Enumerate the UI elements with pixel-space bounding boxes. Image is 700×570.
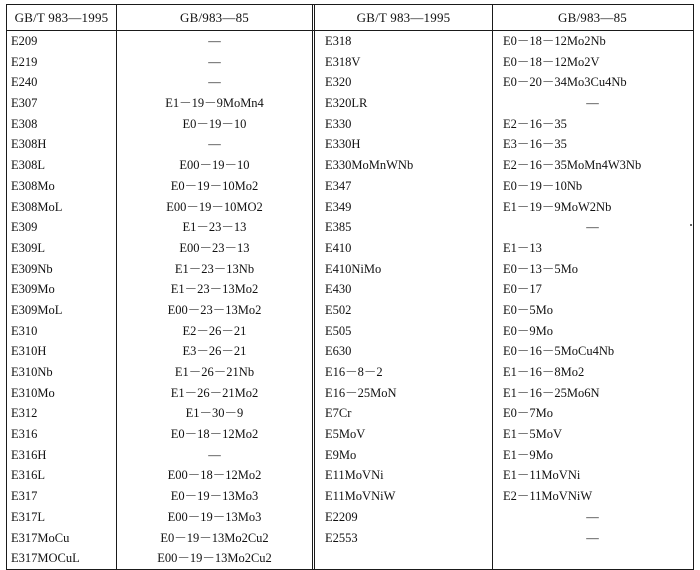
table-cell: E0－9Mo — [503, 323, 554, 338]
table-cell: E0－7Mo — [503, 406, 554, 421]
table-cell: E312 — [11, 406, 38, 421]
table-cell: E318V — [325, 54, 361, 69]
table-cell: E308MoL — [11, 199, 63, 214]
table-cell: — — [586, 220, 599, 235]
table-cell: E00－18－12Mo2 — [167, 468, 262, 483]
table-cell: E0－19－10Nb — [503, 178, 583, 193]
table-cell: E11MoVNiW — [325, 489, 396, 504]
table-cell: E0－19－13Mo2Cu2 — [160, 530, 269, 545]
table-cell: E309Nb — [11, 261, 53, 276]
table-cell: E0－20－34Mo3Cu4Nb — [503, 75, 627, 90]
table-cell: E308Mo — [11, 178, 55, 193]
table-cell: E320LR — [325, 96, 368, 111]
grade-comparison-table — [6, 4, 694, 570]
header-gb-85-right: GB/983—85 — [558, 9, 627, 25]
table-cell: E317MoCu — [11, 530, 70, 545]
table-cell: E2－16－35 — [503, 116, 567, 131]
table-cell: E347 — [325, 178, 352, 193]
table-cell: E316 — [11, 427, 38, 442]
table-cell: E310 — [11, 323, 38, 338]
table-cell: E209 — [11, 34, 38, 48]
table-cell: E00－19－13Mo2Cu2 — [157, 551, 272, 566]
table-cell: E00－19－10MO2 — [166, 199, 263, 214]
table-cell: E219 — [11, 54, 38, 69]
table-cell: E1－26－21Mo2 — [170, 385, 259, 400]
table-cell: E1－16－8Mo2 — [503, 365, 585, 379]
table-cell: E505 — [325, 323, 352, 338]
table-cell: E2553 — [325, 530, 358, 545]
table-cell: E0－13－5Mo — [503, 261, 579, 276]
table-cell: E00－19－13Mo3 — [167, 509, 262, 524]
table-cell: — — [586, 509, 599, 524]
table-cell: E0－18－12Mo2V — [503, 54, 600, 69]
table-cell: E1－30－9 — [185, 406, 244, 421]
table-cell: E1－16－25Mo6N — [503, 385, 600, 400]
table-cell: E0－19－10Mo2 — [170, 178, 259, 193]
table-cell — [315, 548, 492, 569]
table-cell: E308H — [11, 137, 47, 152]
table-cell: E1－9Mo — [503, 447, 554, 462]
table-cell: E16－25MoN — [325, 385, 397, 400]
table-cell: E0－16－5MoCu4Nb — [503, 344, 615, 359]
table-cell: E1－13 — [503, 240, 542, 255]
table-cell: E0－19－10 — [182, 116, 247, 131]
table-cell: E1－23－13 — [182, 220, 247, 235]
table-cell: E3－16－35 — [503, 137, 567, 152]
table-cell: E00－23－13Mo2 — [167, 302, 262, 317]
table-header-row — [7, 5, 693, 31]
table-cell: E0－18－12Mo2Nb — [503, 34, 606, 48]
stray-mark — [690, 224, 692, 226]
table-cell: E2－16－35MoMn4W3Nb — [503, 158, 642, 173]
table-cell: — — [586, 530, 599, 545]
table-cell: E317 — [11, 489, 38, 504]
header-gbt-1995-left: GB/T 983—1995 — [7, 5, 117, 30]
table-cell: E3－26－21 — [182, 344, 247, 359]
table-cell: — — [586, 96, 599, 111]
table-cell: E307 — [11, 96, 38, 111]
table-cell: E7Cr — [325, 406, 352, 421]
table-cell: E1－23－13Mo2 — [170, 282, 259, 297]
table-cell: E9Mo — [325, 447, 357, 462]
table-cell: — — [208, 54, 221, 69]
table-cell: E330 — [325, 116, 352, 131]
table-cell: E0－17 — [503, 282, 542, 297]
table-cell: E0－18－12Mo2 — [170, 427, 259, 442]
table-cell: E310H — [11, 344, 47, 359]
table-cell: — — [208, 137, 221, 152]
table-cell: E1－19－9MoW2Nb — [503, 199, 612, 214]
table-cell: E316H — [11, 447, 47, 462]
header-gb-85-left: GB/983—85 — [117, 5, 315, 30]
table-cell: E310Nb — [11, 365, 53, 379]
table-cell: E318 — [325, 34, 352, 48]
table-cell: E1－19－9MoMn4 — [165, 96, 264, 111]
table-cell: E240 — [11, 75, 38, 90]
table-cell: — — [208, 75, 221, 90]
table-cell: E410 — [325, 240, 352, 255]
table-cell: E2－26－21 — [182, 323, 247, 338]
table-cell: E309MoL — [11, 302, 63, 317]
header-gbt-1995-right: GB/T 983—1995 — [315, 5, 493, 30]
table-cell: E320 — [325, 75, 352, 90]
table-cell: E410NiMo — [325, 261, 382, 276]
table-cell: E310Mo — [11, 385, 55, 400]
table-cell: E1－26－21Nb — [174, 365, 255, 379]
table-cell: E317MOCuL — [11, 551, 80, 566]
column-gb-85-right — [493, 31, 692, 569]
table-cell: E0－5Mo — [503, 302, 554, 317]
table-cell: E2209 — [325, 509, 358, 524]
table-cell: E385 — [325, 220, 352, 235]
table-cell: E1－23－13Nb — [174, 261, 255, 276]
column-gbt-1995-right — [315, 31, 493, 569]
column-gbt-1995-left — [7, 31, 117, 569]
table-cell: E1－5MoV — [503, 427, 563, 442]
table-cell: E330H — [325, 137, 361, 152]
table-cell: E630 — [325, 344, 352, 359]
table-cell: E316L — [11, 468, 46, 483]
table-cell: E502 — [325, 302, 352, 317]
table-cell: E0－19－13Mo3 — [170, 489, 259, 504]
table-cell: — — [208, 34, 221, 48]
table-cell: E00－23－13 — [179, 240, 250, 255]
table-cell: E00－19－10 — [179, 158, 250, 173]
table-cell: E11MoVNi — [325, 468, 384, 483]
table-cell: E5MoV — [325, 427, 366, 442]
table-cell: E430 — [325, 282, 352, 297]
column-gb-85-left — [117, 31, 315, 569]
table-cell: — — [208, 447, 221, 462]
table-cell: E317L — [11, 509, 46, 524]
table-cell: E2－11MoVNiW — [503, 489, 593, 504]
table-body — [7, 31, 693, 569]
table-cell — [493, 548, 692, 569]
table-cell: E308L — [11, 158, 46, 173]
table-cell: E330MoMnWNb — [325, 158, 414, 173]
table-cell: E308 — [11, 116, 38, 131]
table-cell: E1－11MoVNi — [503, 468, 581, 483]
table-cell: E349 — [325, 199, 352, 214]
table-cell: E16－8－2 — [325, 365, 383, 379]
table-cell: E309 — [11, 220, 38, 235]
table-cell: E309L — [11, 240, 46, 255]
table-cell: E309Mo — [11, 282, 55, 297]
